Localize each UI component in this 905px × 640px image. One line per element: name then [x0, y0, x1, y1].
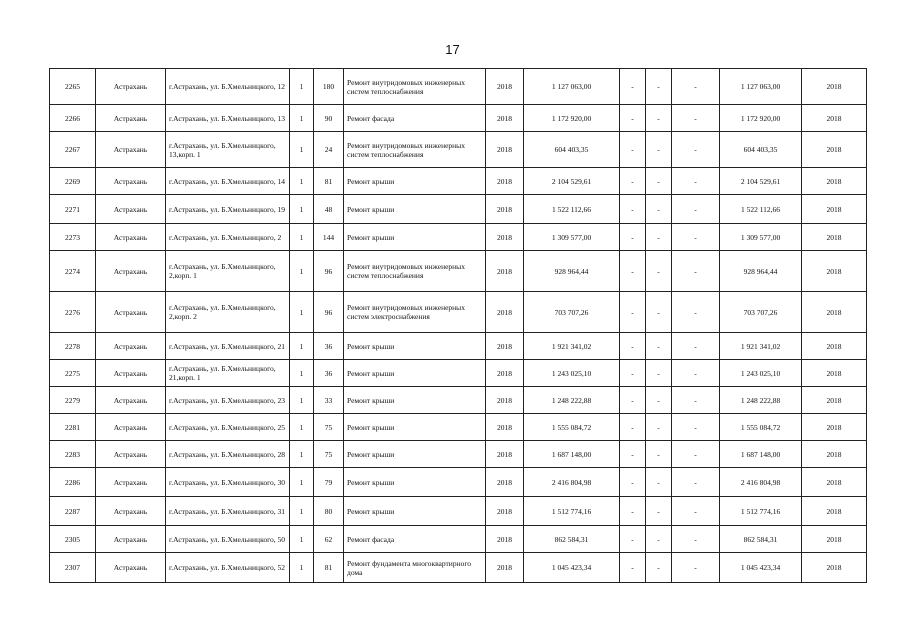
cell-fund-2: -	[646, 224, 672, 251]
cell-city: Астрахань	[96, 195, 166, 224]
cell-fund-2: -	[646, 360, 672, 387]
cell-floors: 1	[290, 168, 314, 195]
table-row	[50, 168, 867, 195]
cell-fund-2: -	[646, 292, 672, 333]
cell-fund-1: -	[620, 553, 646, 583]
cell-total: 1 248 222,88	[720, 387, 802, 414]
cell-apartments: 75	[314, 414, 344, 441]
cell-id: 2305	[50, 526, 96, 553]
cell-address: г.Астрахань, ул. Б.Хмельницкого, 2	[166, 224, 290, 251]
cell-floors: 1	[290, 414, 314, 441]
cell-work-type: Ремонт крыши	[344, 497, 486, 526]
cell-floors: 1	[290, 553, 314, 583]
cell-work-type: Ремонт внутридомовых инженерных систем электроснабжения	[344, 292, 486, 333]
cell-work-type: Ремонт внутридомовых инженерных систем теплоснабжения	[344, 69, 486, 105]
table-row	[50, 105, 867, 132]
cell-total: 2 104 529,61	[720, 168, 802, 195]
cell-total: 703 707,26	[720, 292, 802, 333]
cell-city: Астрахань	[96, 251, 166, 292]
cell-plan-year: 2018	[802, 251, 867, 292]
table-row	[50, 387, 867, 414]
cell-apartments: 180	[314, 69, 344, 105]
cell-id: 2279	[50, 387, 96, 414]
cell-floors: 1	[290, 333, 314, 360]
cell-year: 2018	[486, 441, 524, 468]
table-row	[50, 251, 867, 292]
cell-fund-3: -	[672, 526, 720, 553]
cell-fund-1: -	[620, 132, 646, 168]
cell-id: 2283	[50, 441, 96, 468]
table-row	[50, 195, 867, 224]
cell-plan-year: 2018	[802, 168, 867, 195]
cell-id: 2276	[50, 292, 96, 333]
cell-address: г.Астрахань, ул. Б.Хмельницкого, 12	[166, 69, 290, 105]
cell-plan-year: 2018	[802, 387, 867, 414]
cell-cost: 862 584,31	[524, 526, 620, 553]
cell-plan-year: 2018	[802, 497, 867, 526]
cell-fund-1: -	[620, 69, 646, 105]
table-row	[50, 292, 867, 333]
cell-cost: 1 045 423,34	[524, 553, 620, 583]
cell-total: 1 172 920,00	[720, 105, 802, 132]
cell-cost: 703 707,26	[524, 292, 620, 333]
cell-fund-2: -	[646, 195, 672, 224]
cell-total: 1 309 577,00	[720, 224, 802, 251]
cell-year: 2018	[486, 333, 524, 360]
cell-work-type: Ремонт крыши	[344, 414, 486, 441]
cell-year: 2018	[486, 387, 524, 414]
cell-work-type: Ремонт фасада	[344, 526, 486, 553]
cell-plan-year: 2018	[802, 132, 867, 168]
cell-total: 1 687 148,00	[720, 441, 802, 468]
cell-fund-3: -	[672, 468, 720, 497]
cell-total: 604 403,35	[720, 132, 802, 168]
cell-year: 2018	[486, 69, 524, 105]
cell-id: 2278	[50, 333, 96, 360]
repair-registry-table	[49, 68, 867, 583]
page-number: 17	[445, 42, 460, 57]
cell-apartments: 75	[314, 441, 344, 468]
cell-address: г.Астрахань, ул. Б.Хмельницкого, 52	[166, 553, 290, 583]
cell-apartments: 48	[314, 195, 344, 224]
cell-apartments: 33	[314, 387, 344, 414]
cell-id: 2267	[50, 132, 96, 168]
cell-year: 2018	[486, 168, 524, 195]
table-row	[50, 553, 867, 583]
cell-fund-1: -	[620, 333, 646, 360]
cell-total: 2 416 804,98	[720, 468, 802, 497]
cell-plan-year: 2018	[802, 333, 867, 360]
cell-fund-1: -	[620, 224, 646, 251]
cell-id: 2274	[50, 251, 96, 292]
cell-id: 2281	[50, 414, 96, 441]
cell-city: Астрахань	[96, 168, 166, 195]
cell-fund-3: -	[672, 497, 720, 526]
cell-address: г.Астрахань, ул. Б.Хмельницкого, 21,корп. 1	[166, 360, 290, 387]
table-row	[50, 441, 867, 468]
cell-plan-year: 2018	[802, 69, 867, 105]
cell-work-type: Ремонт крыши	[344, 360, 486, 387]
cell-city: Астрахань	[96, 224, 166, 251]
cell-cost: 1 921 341,02	[524, 333, 620, 360]
cell-year: 2018	[486, 195, 524, 224]
cell-fund-1: -	[620, 387, 646, 414]
cell-year: 2018	[486, 224, 524, 251]
cell-fund-1: -	[620, 468, 646, 497]
cell-year: 2018	[486, 251, 524, 292]
cell-year: 2018	[486, 468, 524, 497]
cell-floors: 1	[290, 497, 314, 526]
table-row	[50, 360, 867, 387]
cell-fund-3: -	[672, 387, 720, 414]
cell-floors: 1	[290, 441, 314, 468]
cell-floors: 1	[290, 224, 314, 251]
cell-fund-2: -	[646, 526, 672, 553]
cell-fund-2: -	[646, 441, 672, 468]
cell-city: Астрахань	[96, 333, 166, 360]
cell-cost: 1 243 025,10	[524, 360, 620, 387]
cell-fund-3: -	[672, 333, 720, 360]
cell-work-type: Ремонт фундамента многоквартирного дома	[344, 553, 486, 583]
cell-fund-2: -	[646, 414, 672, 441]
cell-fund-1: -	[620, 105, 646, 132]
table-row	[50, 468, 867, 497]
cell-city: Астрахань	[96, 132, 166, 168]
cell-year: 2018	[486, 292, 524, 333]
cell-fund-3: -	[672, 441, 720, 468]
cell-plan-year: 2018	[802, 441, 867, 468]
cell-fund-3: -	[672, 195, 720, 224]
cell-plan-year: 2018	[802, 553, 867, 583]
cell-fund-3: -	[672, 360, 720, 387]
cell-cost: 1 127 063,00	[524, 69, 620, 105]
cell-fund-1: -	[620, 497, 646, 526]
cell-fund-2: -	[646, 168, 672, 195]
cell-city: Астрахань	[96, 497, 166, 526]
table-row	[50, 526, 867, 553]
cell-apartments: 79	[314, 468, 344, 497]
cell-fund-2: -	[646, 132, 672, 168]
cell-floors: 1	[290, 360, 314, 387]
cell-floors: 1	[290, 132, 314, 168]
cell-total: 928 964,44	[720, 251, 802, 292]
cell-cost: 2 104 529,61	[524, 168, 620, 195]
cell-apartments: 81	[314, 168, 344, 195]
cell-city: Астрахань	[96, 468, 166, 497]
cell-total: 1 555 084,72	[720, 414, 802, 441]
cell-apartments: 96	[314, 292, 344, 333]
cell-fund-2: -	[646, 251, 672, 292]
cell-work-type: Ремонт крыши	[344, 168, 486, 195]
cell-plan-year: 2018	[802, 468, 867, 497]
cell-address: г.Астрахань, ул. Б.Хмельницкого, 50	[166, 526, 290, 553]
cell-address: г.Астрахань, ул. Б.Хмельницкого, 13,корп. 1	[166, 132, 290, 168]
cell-fund-2: -	[646, 105, 672, 132]
cell-city: Астрахань	[96, 553, 166, 583]
cell-id: 2307	[50, 553, 96, 583]
cell-year: 2018	[486, 497, 524, 526]
cell-plan-year: 2018	[802, 414, 867, 441]
cell-id: 2287	[50, 497, 96, 526]
cell-city: Астрахань	[96, 387, 166, 414]
cell-cost: 1 512 774,16	[524, 497, 620, 526]
table-row	[50, 333, 867, 360]
cell-fund-1: -	[620, 292, 646, 333]
cell-fund-1: -	[620, 168, 646, 195]
cell-city: Астрахань	[96, 105, 166, 132]
cell-plan-year: 2018	[802, 105, 867, 132]
cell-floors: 1	[290, 292, 314, 333]
cell-address: г.Астрахань, ул. Б.Хмельницкого, 13	[166, 105, 290, 132]
cell-total: 1 921 341,02	[720, 333, 802, 360]
cell-work-type: Ремонт крыши	[344, 387, 486, 414]
cell-year: 2018	[486, 105, 524, 132]
cell-fund-3: -	[672, 292, 720, 333]
cell-city: Астрахань	[96, 292, 166, 333]
cell-plan-year: 2018	[802, 224, 867, 251]
cell-plan-year: 2018	[802, 360, 867, 387]
cell-fund-1: -	[620, 441, 646, 468]
cell-id: 2275	[50, 360, 96, 387]
cell-cost: 1 248 222,88	[524, 387, 620, 414]
cell-address: г.Астрахань, ул. Б.Хмельницкого, 28	[166, 441, 290, 468]
cell-cost: 604 403,35	[524, 132, 620, 168]
cell-fund-3: -	[672, 414, 720, 441]
cell-floors: 1	[290, 387, 314, 414]
cell-work-type: Ремонт крыши	[344, 224, 486, 251]
cell-address: г.Астрахань, ул. Б.Хмельницкого, 23	[166, 387, 290, 414]
table-row	[50, 69, 867, 105]
cell-cost: 1 309 577,00	[524, 224, 620, 251]
cell-address: г.Астрахань, ул. Б.Хмельницкого, 14	[166, 168, 290, 195]
cell-cost: 1 555 084,72	[524, 414, 620, 441]
cell-id: 2273	[50, 224, 96, 251]
cell-address: г.Астрахань, ул. Б.Хмельницкого, 30	[166, 468, 290, 497]
cell-fund-2: -	[646, 387, 672, 414]
cell-apartments: 96	[314, 251, 344, 292]
cell-cost: 928 964,44	[524, 251, 620, 292]
cell-floors: 1	[290, 105, 314, 132]
cell-fund-2: -	[646, 69, 672, 105]
cell-total: 1 243 025,10	[720, 360, 802, 387]
cell-address: г.Астрахань, ул. Б.Хмельницкого, 31	[166, 497, 290, 526]
cell-work-type: Ремонт внутридомовых инженерных систем теплоснабжения	[344, 132, 486, 168]
cell-fund-2: -	[646, 497, 672, 526]
table-row	[50, 224, 867, 251]
cell-apartments: 144	[314, 224, 344, 251]
cell-total: 1 522 112,66	[720, 195, 802, 224]
cell-year: 2018	[486, 553, 524, 583]
cell-work-type: Ремонт внутридомовых инженерных систем теплоснабжения	[344, 251, 486, 292]
cell-year: 2018	[486, 132, 524, 168]
cell-id: 2271	[50, 195, 96, 224]
cell-work-type: Ремонт крыши	[344, 441, 486, 468]
cell-fund-2: -	[646, 553, 672, 583]
cell-address: г.Астрахань, ул. Б.Хмельницкого, 2,корп. 2	[166, 292, 290, 333]
cell-work-type: Ремонт крыши	[344, 468, 486, 497]
cell-fund-1: -	[620, 414, 646, 441]
cell-fund-3: -	[672, 132, 720, 168]
cell-city: Астрахань	[96, 414, 166, 441]
cell-fund-2: -	[646, 468, 672, 497]
cell-fund-3: -	[672, 105, 720, 132]
cell-cost: 1 522 112,66	[524, 195, 620, 224]
cell-total: 1 045 423,34	[720, 553, 802, 583]
cell-address: г.Астрахань, ул. Б.Хмельницкого, 2,корп. 1	[166, 251, 290, 292]
cell-cost: 1 172 920,00	[524, 105, 620, 132]
cell-address: г.Астрахань, ул. Б.Хмельницкого, 21	[166, 333, 290, 360]
cell-address: г.Астрахань, ул. Б.Хмельницкого, 19	[166, 195, 290, 224]
cell-year: 2018	[486, 414, 524, 441]
cell-apartments: 80	[314, 497, 344, 526]
cell-plan-year: 2018	[802, 292, 867, 333]
cell-year: 2018	[486, 360, 524, 387]
cell-plan-year: 2018	[802, 526, 867, 553]
cell-fund-1: -	[620, 360, 646, 387]
cell-total: 1 127 063,00	[720, 69, 802, 105]
table-row	[50, 414, 867, 441]
cell-work-type: Ремонт крыши	[344, 195, 486, 224]
cell-apartments: 90	[314, 105, 344, 132]
cell-year: 2018	[486, 526, 524, 553]
cell-fund-1: -	[620, 251, 646, 292]
table-body	[50, 69, 867, 583]
table-row	[50, 497, 867, 526]
cell-floors: 1	[290, 468, 314, 497]
cell-fund-3: -	[672, 251, 720, 292]
cell-fund-2: -	[646, 333, 672, 360]
cell-fund-1: -	[620, 195, 646, 224]
cell-fund-3: -	[672, 69, 720, 105]
cell-id: 2286	[50, 468, 96, 497]
cell-floors: 1	[290, 251, 314, 292]
cell-cost: 1 687 148,00	[524, 441, 620, 468]
cell-address: г.Астрахань, ул. Б.Хмельницкого, 25	[166, 414, 290, 441]
cell-apartments: 36	[314, 360, 344, 387]
table-row	[50, 132, 867, 168]
cell-city: Астрахань	[96, 526, 166, 553]
cell-total: 862 584,31	[720, 526, 802, 553]
cell-floors: 1	[290, 69, 314, 105]
cell-floors: 1	[290, 526, 314, 553]
cell-cost: 2 416 804,98	[524, 468, 620, 497]
cell-fund-3: -	[672, 553, 720, 583]
cell-work-type: Ремонт фасада	[344, 105, 486, 132]
cell-city: Астрахань	[96, 360, 166, 387]
cell-apartments: 81	[314, 553, 344, 583]
cell-id: 2269	[50, 168, 96, 195]
cell-apartments: 36	[314, 333, 344, 360]
cell-id: 2265	[50, 69, 96, 105]
cell-work-type: Ремонт крыши	[344, 333, 486, 360]
cell-plan-year: 2018	[802, 195, 867, 224]
cell-total: 1 512 774,16	[720, 497, 802, 526]
cell-fund-3: -	[672, 224, 720, 251]
cell-fund-1: -	[620, 526, 646, 553]
cell-city: Астрахань	[96, 441, 166, 468]
cell-apartments: 62	[314, 526, 344, 553]
cell-apartments: 24	[314, 132, 344, 168]
cell-id: 2266	[50, 105, 96, 132]
cell-city: Астрахань	[96, 69, 166, 105]
cell-floors: 1	[290, 195, 314, 224]
cell-fund-3: -	[672, 168, 720, 195]
